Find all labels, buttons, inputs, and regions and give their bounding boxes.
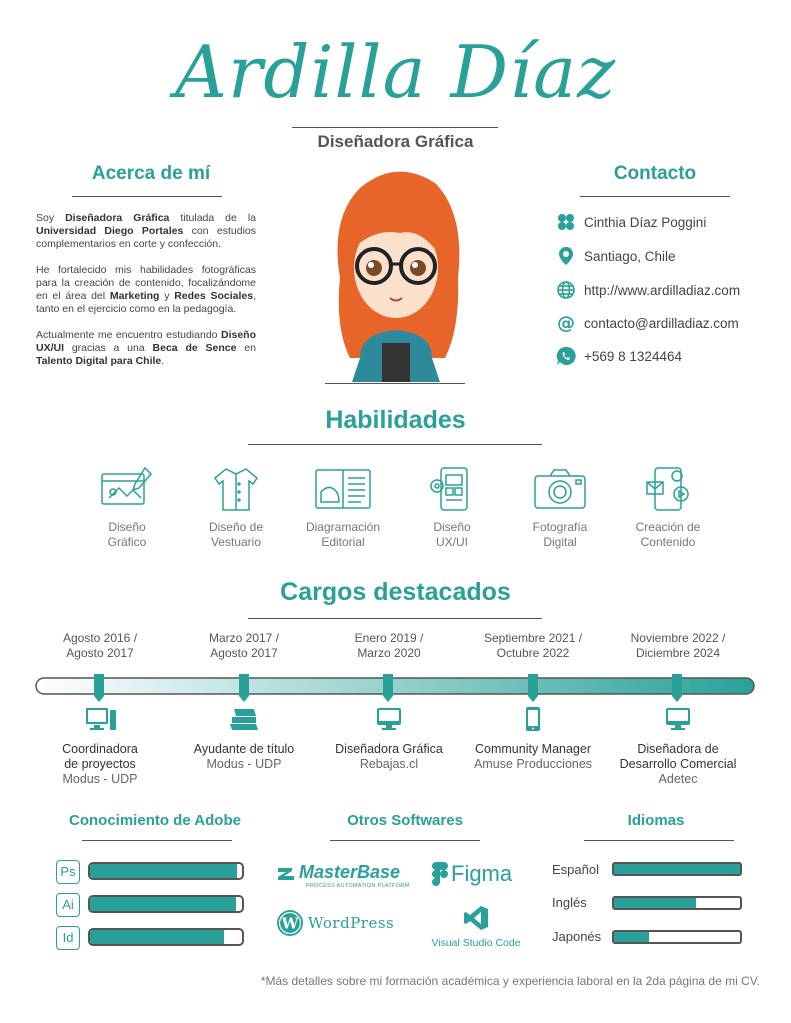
graphic-design-icon [99, 466, 155, 512]
vscode-icon [462, 904, 490, 932]
about-paragraph-2: He fortalecido mis habilidades fotográficas para la creación de contenido, focalizándome en el área del Marketing y Redes Sociales, tanto en el ejercicio como en la pedagogía. [36, 264, 256, 315]
jobs-heading: Cargos destacados [280, 578, 511, 606]
skill-ux-ui: Diseño UX/UI [402, 466, 502, 550]
desktop-computer-icon [82, 706, 118, 732]
contact-website[interactable]: http://www.ardilladiaz.com [556, 280, 740, 300]
at-icon [556, 313, 576, 333]
photoshop-level-bar [88, 862, 244, 880]
job-5: Diseñadora de Desarrollo Comercial Adetec [598, 706, 758, 787]
skill-costume-design: Diseño de Vestuario [186, 466, 286, 550]
avatar-baseline [325, 383, 465, 384]
svg-text:W: W [281, 914, 299, 933]
avatar-illustration [320, 158, 472, 384]
language-level-spanish [612, 862, 742, 876]
skills-divider [248, 444, 542, 445]
jobs-divider [248, 618, 542, 619]
contact-name: Cinthia Díaz Poggini [556, 212, 706, 232]
language-level-japanese [612, 930, 742, 944]
about-paragraph-3: Actualmente me encuentro estudiando Diseño UX/UI gracias a una Beca de Sence en Talento Digital para Chile. [36, 329, 256, 367]
about-paragraph-1: Soy Diseñadora Gráfica titulada de la Universidad Diego Portales con estudios complementarios en corte y confección. [36, 212, 257, 250]
wordpress-icon [276, 909, 304, 937]
contact-divider [580, 196, 730, 197]
skill-editorial-layout: Diagramación Editorial [293, 466, 393, 550]
svg-text:@: @ [557, 313, 575, 333]
job-4: Community Manager Amuse Producciones [453, 706, 613, 772]
illustrator-level-fill [90, 897, 236, 911]
photoshop-level-fill [90, 864, 237, 878]
skill-content-creation: Creación de Contenido [618, 466, 718, 550]
subtitle: Diseñadora Gráfica [317, 132, 474, 151]
skill-photography: Fotografía Digital [510, 466, 610, 550]
content-creation-icon [643, 466, 693, 512]
shirt-icon [211, 466, 261, 512]
camera-icon [532, 466, 588, 512]
timeline-bar [34, 670, 756, 704]
vscode-logo: Visual Studio Code [420, 904, 532, 949]
adobe-heading: Conocimiento de Adobe [69, 812, 241, 829]
globe-icon [556, 280, 576, 300]
skill-graphic-design: Diseño Gráfico [77, 466, 177, 550]
title-divider [292, 127, 498, 128]
skills-heading: Habilidades [325, 406, 466, 434]
books-icon [226, 706, 262, 732]
language-label-japanese: Japonés [552, 929, 602, 944]
languages-heading: Idiomas [627, 812, 685, 829]
smartphone-icon [515, 706, 551, 732]
wordpress-logo: W WordPress [276, 909, 394, 937]
language-fill-spanish [614, 864, 740, 874]
job-date-3: Enero 2019 / Marzo 2020 [354, 631, 424, 660]
masterbase-logo: MasterBase PROCESS AUTOMATION PLATFORM [276, 862, 409, 889]
indesign-icon: Id [56, 926, 80, 950]
job-date-2: Marzo 2017 / Agosto 2017 [208, 631, 280, 660]
illustrator-icon: Ai [56, 893, 80, 917]
indesign-level-bar [88, 928, 244, 946]
job-2: Ayudante de título Modus - UDP [164, 706, 324, 772]
language-level-english [612, 896, 742, 910]
mobile-ui-icon [427, 466, 477, 512]
monitor-icon [371, 706, 407, 732]
illustrator-level-bar [88, 895, 244, 913]
footer-note: *Más detalles sobre mi formación académica y experiencia laboral en la 2da página de mi CV. [260, 974, 760, 988]
monitor-icon [660, 706, 696, 732]
software-divider [330, 840, 480, 841]
figma-icon [432, 862, 448, 886]
about-text [36, 212, 256, 381]
adobe-divider [82, 840, 232, 841]
languages-divider [584, 840, 734, 841]
whatsapp-icon [556, 346, 576, 366]
about-divider [72, 196, 222, 197]
contact-location: Santiago, Chile [556, 246, 676, 266]
language-fill-japanese [614, 932, 649, 942]
job-date-5: Noviembre 2022 / Diciembre 2024 [630, 631, 726, 660]
language-label-english: Inglés [552, 895, 587, 910]
photoshop-icon: Ps [56, 860, 80, 884]
job-3: Diseñadora Gráfica Rebajas.cl [309, 706, 469, 772]
clover-icon [556, 212, 576, 232]
language-fill-english [614, 898, 696, 908]
about-heading: Acerca de mí [91, 163, 211, 184]
job-date-1: Agosto 2016 / Agosto 2017 [62, 631, 138, 660]
software-heading: Otros Softwares [347, 812, 463, 829]
open-book-icon [313, 466, 373, 512]
contact-heading: Contacto [613, 163, 697, 184]
job-1: Coordinadora de proyectos Modus - UDP [20, 706, 180, 787]
job-date-4: Septiembre 2021 / Octubre 2022 [483, 631, 583, 660]
figma-logo: Figma [432, 861, 512, 887]
indesign-level-fill [90, 930, 224, 944]
location-pin-icon [556, 246, 576, 266]
language-label-spanish: Español [552, 862, 599, 877]
masterbase-icon [276, 864, 296, 882]
name-title: Ardilla Díaz [174, 30, 616, 114]
contact-email[interactable]: @ contacto@ardilladiaz.com [557, 313, 739, 333]
contact-phone[interactable]: +569 8 1324464 [556, 346, 682, 366]
